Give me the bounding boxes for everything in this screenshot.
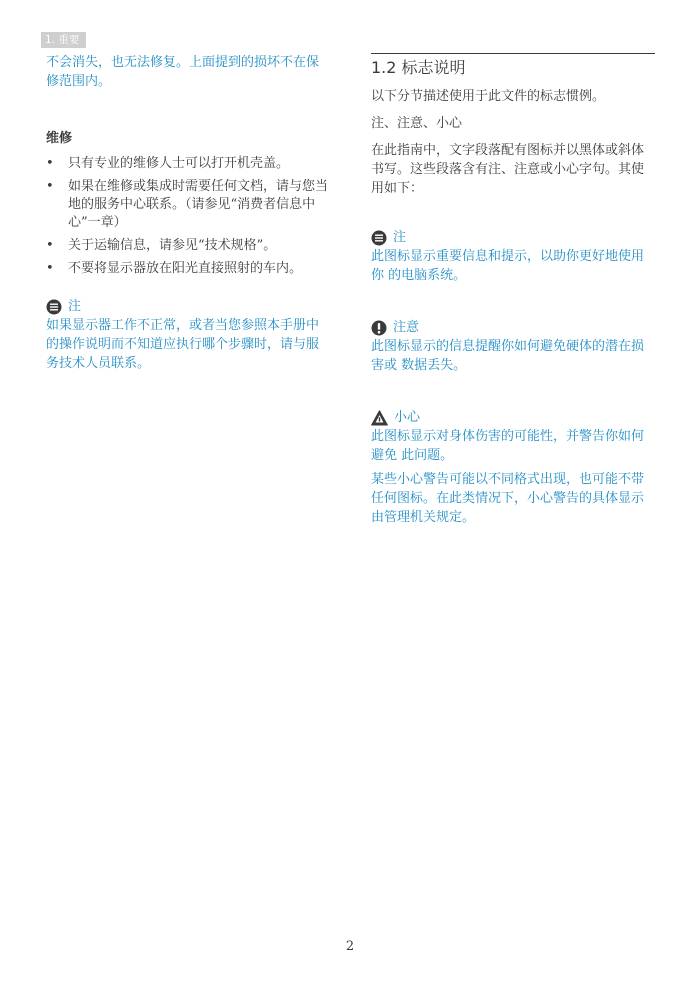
- section-divider: [371, 53, 655, 54]
- bullet-glyph: •: [46, 179, 54, 194]
- caution-heading: [371, 318, 655, 337]
- section-title: 1.2 标志说明: [371, 58, 466, 77]
- list-item: [46, 178, 328, 232]
- warning-text-1: 此图标显示对身体伤害的可能性，并警告你如何避免 此问题。: [371, 429, 645, 463]
- conventions-body: 在此指南中，文字段落配有图标并以黑体或斜体书写。这些段落含有注、注意或小心字句。其使用如下：: [371, 143, 645, 196]
- right-intro-text: 以下分节描述使用于此文件的标志惯例。: [371, 89, 606, 104]
- maintenance-heading: 维修: [46, 131, 73, 146]
- bullet-glyph: •: [46, 261, 54, 276]
- bullet-glyph: •: [46, 238, 54, 253]
- left-note-text: 如果显示器工作不正常，或者当您参照本手册中的操作说明而不知道应执行哪个步骤时，请与服务技术人员联系。: [46, 318, 320, 371]
- maintenance-list: [46, 155, 328, 278]
- left-intro-text: 不会消失，也无法修复。上面提到的损坏不在保修范围内。: [46, 55, 320, 89]
- note-icon: [46, 299, 62, 315]
- list-item: [46, 155, 328, 173]
- right-note-text: 此图标显示重要信息和提示，以助你更好地使用你 的电脑系统。: [371, 249, 645, 283]
- section-tag: 1. 重要: [41, 32, 86, 48]
- page-number: 2: [345, 939, 355, 954]
- right-note-heading: [371, 228, 655, 247]
- list-item-text: 如果在维修或集成时需要任何文档，请与您当地的服务中心联系。（请参见“消费者信息中心”一章）: [68, 179, 329, 230]
- warning-heading: [371, 408, 655, 427]
- conventions-subheading: 注、注意、小心: [371, 116, 463, 131]
- list-item: [46, 260, 328, 278]
- note-label: 注: [68, 299, 82, 314]
- bullet-glyph: •: [46, 156, 54, 171]
- list-item-text: 不要将显示器放在阳光直接照射的车内。: [68, 261, 303, 276]
- left-column: [46, 53, 328, 373]
- note-icon: [371, 230, 387, 246]
- warning-text-2: 某些小心警告可能以不同格式出现，也可能不带任何图标。在此类情况下，小心警告的具体显示由管理机关规定。: [371, 472, 645, 525]
- list-item: [46, 237, 328, 255]
- caution-text: 此图标显示的信息提醒你如何避免硬体的潜在损害或 数据丢失。: [371, 339, 645, 373]
- exclamation-icon: [371, 320, 387, 336]
- right-column: [371, 53, 655, 527]
- list-item-text: 只有专业的维修人士可以打开机壳盖。: [68, 156, 290, 171]
- caution-label: 注意: [393, 320, 420, 335]
- warning-label: 小心: [394, 410, 421, 425]
- note-label: 注: [393, 230, 407, 245]
- list-item-text: 关于运输信息，请参见“技术规格”。: [68, 238, 277, 253]
- warning-triangle-icon: [371, 410, 388, 426]
- left-note-heading: [46, 297, 328, 316]
